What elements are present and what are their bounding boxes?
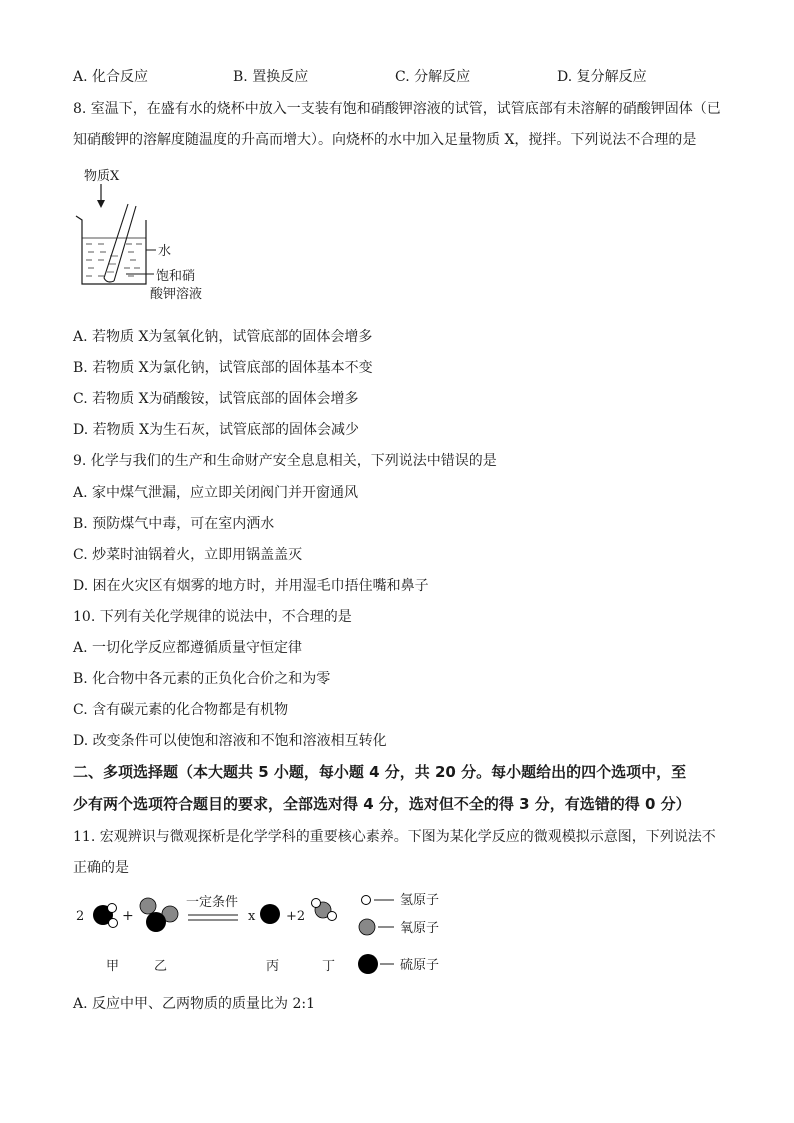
plus-sign: + [122,908,134,924]
label-yi: 乙 [154,959,168,974]
q11-reaction-figure [70,884,470,984]
reaction-condition: 一定条件 [186,895,239,910]
section2-heading-line1: 二、多项选择题（本大题共 5 小题，每小题 4 分，共 20 分。每小题给出的四个选项中，至 [73,763,687,781]
q8-stem-line1: 8. 室温下，在盛有水的烧杯中放入一支装有饱和硝酸钾溶液的试管，试管底部有未溶解的硝酸钾固体（已 [73,101,721,117]
q10-option-d: D. 改变条件可以使饱和溶液和不饱和溶液相互转化 [73,733,387,749]
q11-option-a: A. 反应中甲、乙两物质的质量比为 2:1 [73,996,315,1012]
coef-bing: x [248,909,256,924]
q10-option-b: B. 化合物中各元素的正负化合价之和为零 [73,671,331,687]
q11-stem-line1: 11. 宏观辨识与微观探析是化学学科的重要核心素养。下图为某化学反应的微观模拟示意图，下列说法不 [73,829,716,845]
q10-option-c: C. 含有碳元素的化合物都是有机物 [73,702,289,718]
q11-stem-line2: 正确的是 [73,860,129,876]
legend-sulfur: 硫原子 [400,958,440,973]
label-jia: 甲 [106,959,120,974]
legend-hydrogen: 氢原子 [400,893,440,908]
q9-option-b: B. 预防煤气中毒，可在室内洒水 [73,516,275,532]
q7-option-b: B. 置换反应 [233,69,309,85]
q7-option-a: A. 化合反应 [73,69,149,85]
label-bing: 丙 [266,959,280,974]
legend-oxygen: 氧原子 [400,921,440,936]
q7-option-c: C. 分解反应 [395,69,471,85]
q9-stem: 9. 化学与我们的生产和生命财产安全息息相关，下列说法中错误的是 [73,453,497,469]
plus-two: +2 [286,909,306,924]
label-ding: 丁 [322,959,336,974]
solution-label-2: 酸钾溶液 [150,287,203,302]
q8-option-b: B. 若物质 X为氯化钠，试管底部的固体基本不变 [73,360,373,376]
q8-stem-line2: 知硝酸钾的溶解度随温度的升高而增大）。向烧杯的水中加入足量物质 X，搅拌。下列说法不合理的是 [73,132,697,148]
water-label: 水 [158,244,172,259]
q10-option-a: A. 一切化学反应都遵循质量守恒定律 [73,640,303,656]
substance-x-label: 物质X [84,169,120,184]
q9-option-a: A. 家中煤气泄漏，应立即关闭阀门并开窗通风 [73,485,359,501]
q9-option-c: C. 炒菜时油锅着火，立即用锅盖盖灭 [73,547,303,563]
coef-jia: 2 [76,909,85,924]
q8-option-d: D. 若物质 X为生石灰，试管底部的固体会减少 [73,422,360,438]
section2-heading-line2: 少有两个选项符合题目的要求，全部选对得 4 分，选对但不全的得 3 分，有选错的得 0 分） [73,795,691,813]
q8-beaker-figure [70,160,250,310]
q8-option-a: A. 若物质 X为氢氧化钠，试管底部的固体会增多 [73,329,373,345]
q8-option-c: C. 若物质 X为硝酸铵，试管底部的固体会增多 [73,391,359,407]
q7-option-d: D. 复分解反应 [557,69,647,85]
q10-stem: 10. 下列有关化学规律的说法中，不合理的是 [73,609,352,625]
solution-label-1: 饱和硝 [156,269,196,284]
q9-option-d: D. 困在火灾区有烟雾的地方时，并用湿毛巾捂住嘴和鼻子 [73,578,429,594]
